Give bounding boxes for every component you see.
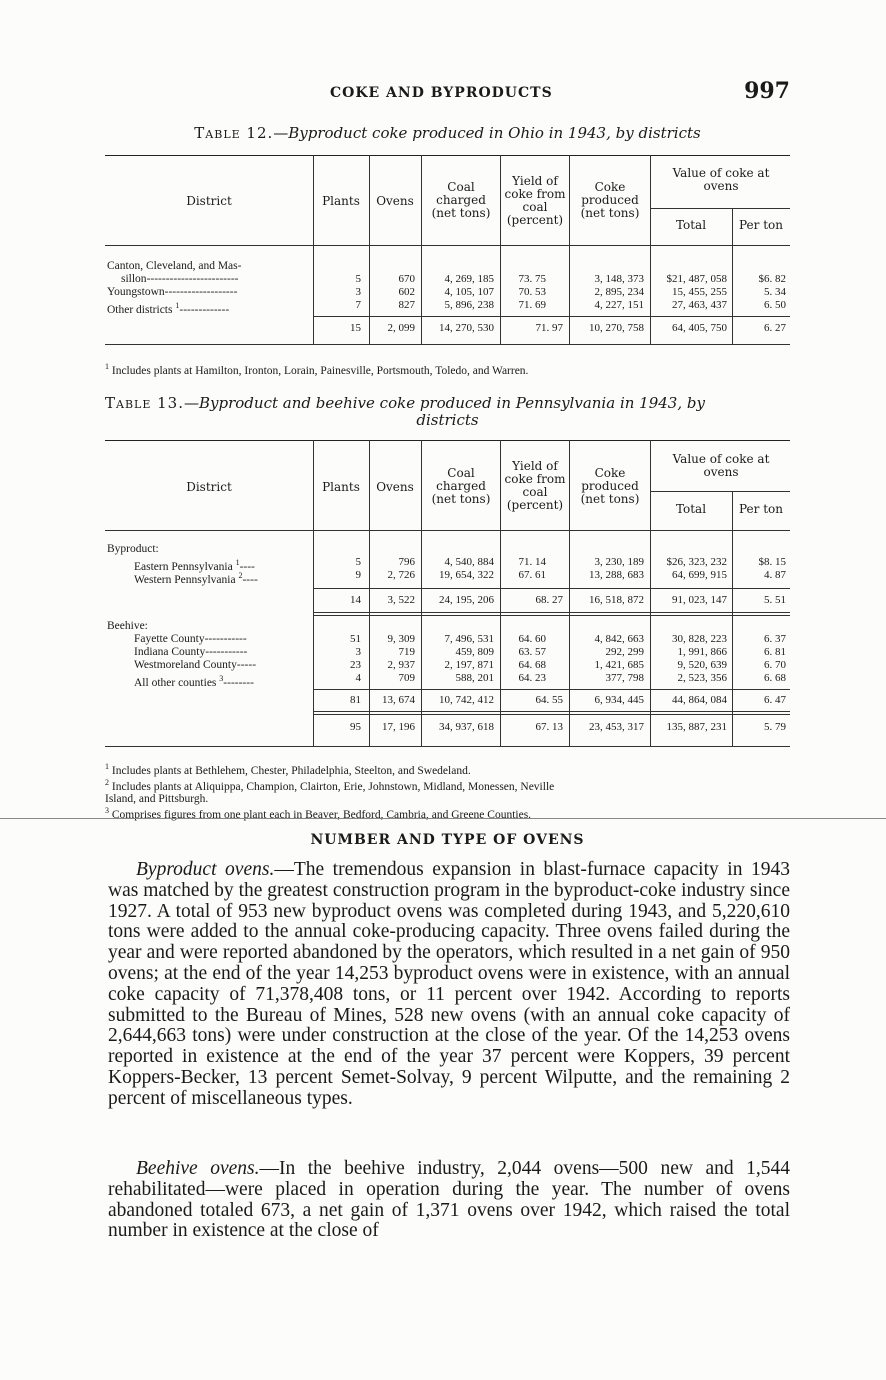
cell-ovens: 13, 674 [382,694,415,706]
cell-total: 64, 699, 915 [672,569,727,581]
cell-plants: 5 [355,273,361,285]
row-label: Westmoreland County----- [134,659,257,671]
row-label: Canton, Cleveland, and Mas- [107,260,242,272]
cell-ovens: 9, 309 [387,633,415,645]
cell-per-ton: 5. 79 [764,721,786,733]
cell-ovens: 3, 522 [387,594,415,606]
table13-footnotes [105,761,790,820]
cell-ovens: 602 [398,286,415,298]
col-line [732,491,733,746]
cell-total: $21, 487, 058 [666,273,727,285]
group-label-byproduct: Byproduct: [107,543,159,555]
cell-total: 30, 828, 223 [672,633,727,645]
header-coke: Coke produced (net tons) [580,180,640,220]
cell-yield: 73. 75 [518,273,546,285]
cell-total: $26, 323, 232 [666,556,727,568]
cell-ovens: 719 [398,646,415,658]
table12-caption-text: —Byproduct coke produced in Ohio in 1943, by districts [273,124,701,142]
cell-per-ton: 4. 87 [764,569,786,581]
cell-plants: 5 [355,556,361,568]
row-label: All other counties $^3$-------- [134,674,254,689]
cell-total: 15, 455, 255 [672,286,727,298]
cell-per-ton: 6. 27 [764,322,786,334]
cell-ovens: 709 [398,672,415,684]
header-coal: Coal charged (net tons) [431,466,491,506]
cell-total: 9, 520, 639 [677,659,727,671]
table12-total-rule [313,316,790,317]
col-line [369,155,370,344]
cell-ovens: 827 [398,299,415,311]
col-line [313,155,314,344]
cell-yield: 67. 13 [535,721,563,733]
row-label: Western Pennsylvania $^2$---- [134,571,258,586]
table13-caption: Table 13.—Byproduct and beehive coke produced in Pennsylvania in 1943, by districts [105,394,705,429]
row-label: Youngstown------------------- [107,286,238,298]
paragraph-beehive-ovens: Beehive ovens.—In the beehive industry, 2,044 ovens—500 new and 1,544 rehabilitated—were placed in operation during the year. The number of ovens abandoned totaled 673, a net gain of 1,371 ovens over 1942, which raised the total number in existence at the close of [108,1158,790,1242]
header-ovens: Ovens [376,194,414,208]
cell-ovens: 796 [398,556,415,568]
cell-per-ton: 6. 37 [764,633,786,645]
cell-coke: 2, 895, 234 [594,286,644,298]
cell-per-ton: 6. 47 [764,694,786,706]
cell-plants: 3 [355,646,361,658]
page-divider [0,818,886,819]
cell-coal: 5, 896, 238 [444,299,494,311]
cell-plants: 81 [350,694,361,706]
cell-coal: 24, 195, 206 [439,594,494,606]
cell-yield: 67. 61 [518,569,546,581]
table12-top-rule [105,155,790,156]
cell-per-ton: 5. 34 [764,286,786,298]
header-yield: Yield of coke from coal (percent) [504,174,566,227]
cell-coke: 4, 842, 663 [594,633,644,645]
cell-yield: 63. 57 [518,646,546,658]
subtotal-rule [313,615,790,616]
cell-yield: 71. 14 [518,556,546,568]
cell-total: 91, 023, 147 [672,594,727,606]
table12-footnote: $^1$ Includes plants at Hamilton, Ironton, Lorain, Painesville, Portsmouth, Toledo, and Warren. [105,362,529,377]
cell-plants: 23 [350,659,361,671]
page-number: 997 [744,78,790,104]
row-label: sillon------------------------ [121,273,239,285]
table12-caption [105,125,790,142]
cell-coal: 588, 201 [455,672,494,684]
cell-plants: 95 [350,721,361,733]
cell-total: 27, 463, 437 [672,299,727,311]
header-value-group: Value of coke at ovens [672,166,770,193]
cell-coal: 4, 269, 185 [444,273,494,285]
paragraph-lead: Byproduct ovens. [136,859,275,880]
footnote-3: $^3$ Comprises figures from one plant each in Beaver, Bedford, Cambria, and Greene Counties. [105,805,532,821]
header-total: Total [675,218,707,232]
cell-per-ton: 6. 50 [764,299,786,311]
row-label: Other districts $^1$------------- [107,301,230,316]
subtotal-rule [313,689,790,690]
table12-caption-label: Table 12. [194,124,274,142]
cell-ovens: 17, 196 [382,721,415,733]
cell-coal: 14, 270, 530 [439,322,494,334]
header-per-ton: Per ton [739,218,783,232]
col-line [421,155,422,344]
header-district: District [186,480,232,494]
cell-coal: 4, 105, 107 [444,286,494,298]
cell-coke: 10, 270, 758 [589,322,644,334]
cell-per-ton: $6. 82 [758,273,786,285]
cell-yield: 64. 55 [535,694,563,706]
cell-per-ton: 6. 68 [764,672,786,684]
cell-per-ton: 6. 70 [764,659,786,671]
cell-plants: 15 [350,322,361,334]
row-label: Indiana County----------- [134,646,248,658]
header-ovens: Ovens [376,480,414,494]
paragraph-byproduct-ovens: Byproduct ovens.—The tremendous expansion in blast-furnace capacity in 1943 was matched by the greatest construction program in the byproduct-coke industry since 1927. A total of 953 new byproduct ovens was completed during 1943, and 5,220,610 tons were added to the annual coke-producing capacity. Three ovens failed during the year and were reported abandoned by the operators, which resulted in a net gain of 950 ovens; at the end of the year 14,253 byproduct ovens were in existence, with an annual coke capacity of 71,378,408 tons, or 11 percent over 1942. According to reports submitted to the Bureau of Mines, 528 new ovens (with an annual coke capacity of 2,644,663 tons) were under construction at the close of the year. Of the 14,253 ovens reported in existence at the end of the year 37 percent were Koppers, 39 percent Koppers-Becker, 13 percent Semet-Solvay, 9 percent Wilputte, and the remaining 2 percent of miscellaneous types. [108,859,791,1109]
cell-plants: 51 [350,633,361,645]
col-line [569,155,570,344]
col-line [500,155,501,344]
cell-coke: 1, 421, 685 [594,659,644,671]
header-total: Total [675,502,707,516]
section-title: NUMBER AND TYPE OF OVENS [310,832,585,848]
cell-coke: 16, 518, 872 [589,594,644,606]
table13-top-rule [105,440,790,441]
cell-total: 44, 864, 084 [672,694,727,706]
cell-coke: 23, 453, 317 [589,721,644,733]
cell-ovens: 2, 099 [387,322,415,334]
header-coal: Coal charged (net tons) [431,180,491,220]
group-label-beehive: Beehive: [107,620,148,632]
row-label: Fayette County----------- [134,633,247,645]
cell-coal: 459, 809 [455,646,494,658]
table13-header-rule [105,530,790,531]
cell-plants: 9 [355,569,361,581]
page-header [105,78,790,108]
cell-total: 135, 887, 231 [666,721,727,733]
cell-coke: 13, 288, 683 [589,569,644,581]
cell-coke: 4, 227, 151 [594,299,644,311]
footnote-2: $^2$ Includes plants at Aliquippa, Champion, Clairton, Erie, Johnstown, Midland, Monessen, Neville [105,777,555,793]
cell-coke: 6, 934, 445 [594,694,644,706]
col-line [650,155,651,344]
footnote-1: $^1$ Includes plants at Bethlehem, Chester, Philadelphia, Steelton, and Swedeland. [105,762,471,777]
row-label: Eastern Pennsylvania $^1$---- [134,558,255,573]
cell-plants: 14 [350,594,361,606]
cell-yield: 70. 53 [518,286,546,298]
cell-coal: 7, 496, 531 [444,633,494,645]
footnote-2-cont: Island, and Pittsburgh. [105,792,209,805]
header-plants: Plants [322,480,360,494]
table12-header-rule [105,245,790,246]
cell-coal: 2, 197, 871 [444,659,494,671]
cell-coal: 4, 540, 884 [444,556,494,568]
header-district: District [186,194,232,208]
cell-plants: 4 [355,672,361,684]
table13-value-rule [650,491,790,492]
cell-total: 64, 405, 750 [672,322,727,334]
cell-coke: 3, 148, 373 [594,273,644,285]
table12-value-rule [650,208,790,209]
cell-plants: 3 [355,286,361,298]
cell-total: 2, 523, 356 [677,672,727,684]
cell-coal: 10, 742, 412 [439,694,494,706]
cell-per-ton: 6. 81 [764,646,786,658]
header-value-group: Value of coke at ovens [672,452,770,479]
cell-yield: 68. 27 [535,594,563,606]
table12-bottom-rule [105,344,790,345]
cell-per-ton: $8. 15 [758,556,786,568]
subtotal-rule [313,711,790,712]
subtotal-rule [313,714,790,715]
cell-coal: 34, 937, 618 [439,721,494,733]
header-coke: Coke produced (net tons) [580,466,640,506]
table13-bottom-rule [105,746,790,747]
header-plants: Plants [322,194,360,208]
cell-coal: 19, 654, 322 [439,569,494,581]
cell-yield: 64. 60 [518,633,546,645]
cell-ovens: 2, 726 [387,569,415,581]
cell-yield: 71. 97 [535,322,563,334]
cell-per-ton: 5. 51 [764,594,786,606]
cell-coke: 377, 798 [605,672,644,684]
subtotal-rule [313,588,790,589]
cell-yield: 71. 69 [518,299,546,311]
cell-yield: 64. 68 [518,659,546,671]
cell-yield: 64. 23 [518,672,546,684]
cell-coke: 3, 230, 189 [594,556,644,568]
running-title: COKE AND BYPRODUCTS [330,85,553,101]
paragraph-lead: Beehive ovens. [136,1158,260,1179]
cell-total: 1, 991, 866 [677,646,727,658]
cell-ovens: 2, 937 [387,659,415,671]
header-yield: Yield of coke from coal (percent) [504,459,566,512]
subtotal-rule [313,612,790,613]
cell-plants: 7 [355,299,361,311]
table13-caption-label: Table 13. [105,394,184,412]
header-per-ton: Per ton [739,502,783,516]
cell-coke: 292, 299 [605,646,644,658]
cell-ovens: 670 [398,273,415,285]
